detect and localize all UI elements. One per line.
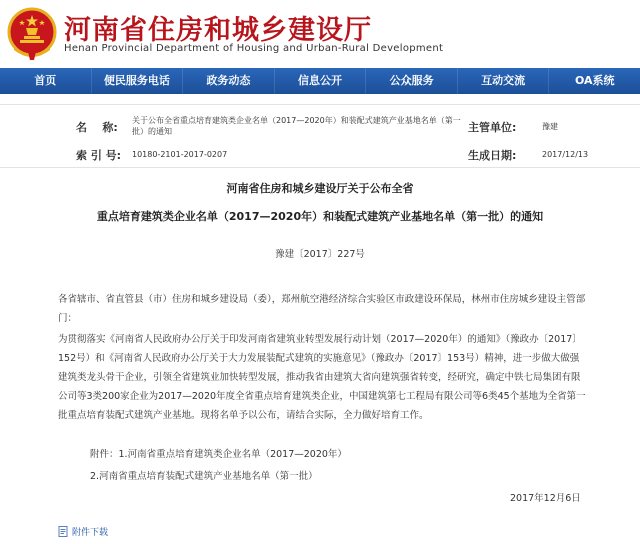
nav-information-disclosure[interactable]: 信息公开 xyxy=(275,68,367,94)
main-nav xyxy=(0,68,640,94)
download-label: 附件下载 xyxy=(72,528,109,538)
issuer-value: 豫建 xyxy=(542,122,558,131)
national-emblem-icon xyxy=(6,6,58,62)
document-info-box xyxy=(0,104,640,168)
index-value: 10180-2101-2017-0207 xyxy=(132,150,228,159)
document-content xyxy=(0,172,640,544)
attachment-2: 2.河南省重点培育装配式建筑产业基地名单（第一批） xyxy=(90,471,318,482)
issuer-label: 主管单位: xyxy=(468,121,517,134)
site-header xyxy=(0,0,640,68)
date-label: 生成日期: xyxy=(468,149,517,162)
document-date: 2017年12月6日 xyxy=(510,493,581,504)
nav-service-phone[interactable]: 便民服务电话 xyxy=(92,68,184,94)
document-recipient: 各省辖市、省直管县（市）住房和城乡建设局（委），郑州航空港经济综合实验区市政建设环保局，林州市住房城乡建设主管部门： xyxy=(58,294,586,324)
site-title: 河南省住房和城乡建设厅 xyxy=(64,15,372,46)
nav-interaction[interactable]: 互动交流 xyxy=(458,68,550,94)
document-number: 豫建〔2017〕227号 xyxy=(275,249,365,260)
nav-oa-system[interactable]: OA系统 xyxy=(574,74,615,87)
attachment-1: 附件：1.河南省重点培育建筑类企业名单（2017—2020年） xyxy=(90,449,347,460)
document-body: 为贯彻落实《河南省人民政府办公厅关于印发河南省建筑业转型发展行动计划（2017—2020年）的通知》（豫政办〔2017〕152号）和《河南省人民政府办公厅关于大力发展装配式建筑的实施意见》（豫政办〔2017〕153号）精神，进一步做大做强建筑类龙头骨干企业，引领全省建筑业加快转型发展，推动我省由建筑大省向建筑强省转变，经研究，确定中铁七局集团有限公司等3类200家企业为2017—2020年度全省重点培育建筑类企业，中国建筑第七工程局有限公司等6类45个基地为全省第一批重点培育装配式建筑产业基地。现将名单予以公布，请结合实际，全力做好培育工作。 xyxy=(58,334,586,421)
date-value: 2017/12/13 xyxy=(542,150,589,159)
name-label: 名 称: xyxy=(76,121,118,134)
nav-home[interactable]: 首页 xyxy=(0,68,92,94)
document-title-line2: 重点培育建筑类企业名单（2017—2020年）和装配式建筑产业基地名单（第一批）的通知 xyxy=(96,210,544,223)
index-label: 索 引 号: xyxy=(76,149,122,162)
attachment-file-icon xyxy=(58,526,69,537)
nav-public-service[interactable]: 公众服务 xyxy=(366,68,458,94)
info-row-name xyxy=(0,113,640,141)
site-subtitle: Henan Provincial Department of Housing and Urban-Rural Development xyxy=(64,43,444,54)
document-title-line1: 河南省住房和城乡建设厅关于公布全省 xyxy=(226,182,414,195)
name-value: 关于公布全省重点培育建筑类企业名单（2017—2020年）和装配式建筑产业基地名单（第一批）的通知 xyxy=(132,116,461,136)
nav-government-news[interactable]: 政务动态 xyxy=(183,68,275,94)
attachment-download-link[interactable] xyxy=(58,525,108,538)
info-row-index xyxy=(0,145,640,165)
